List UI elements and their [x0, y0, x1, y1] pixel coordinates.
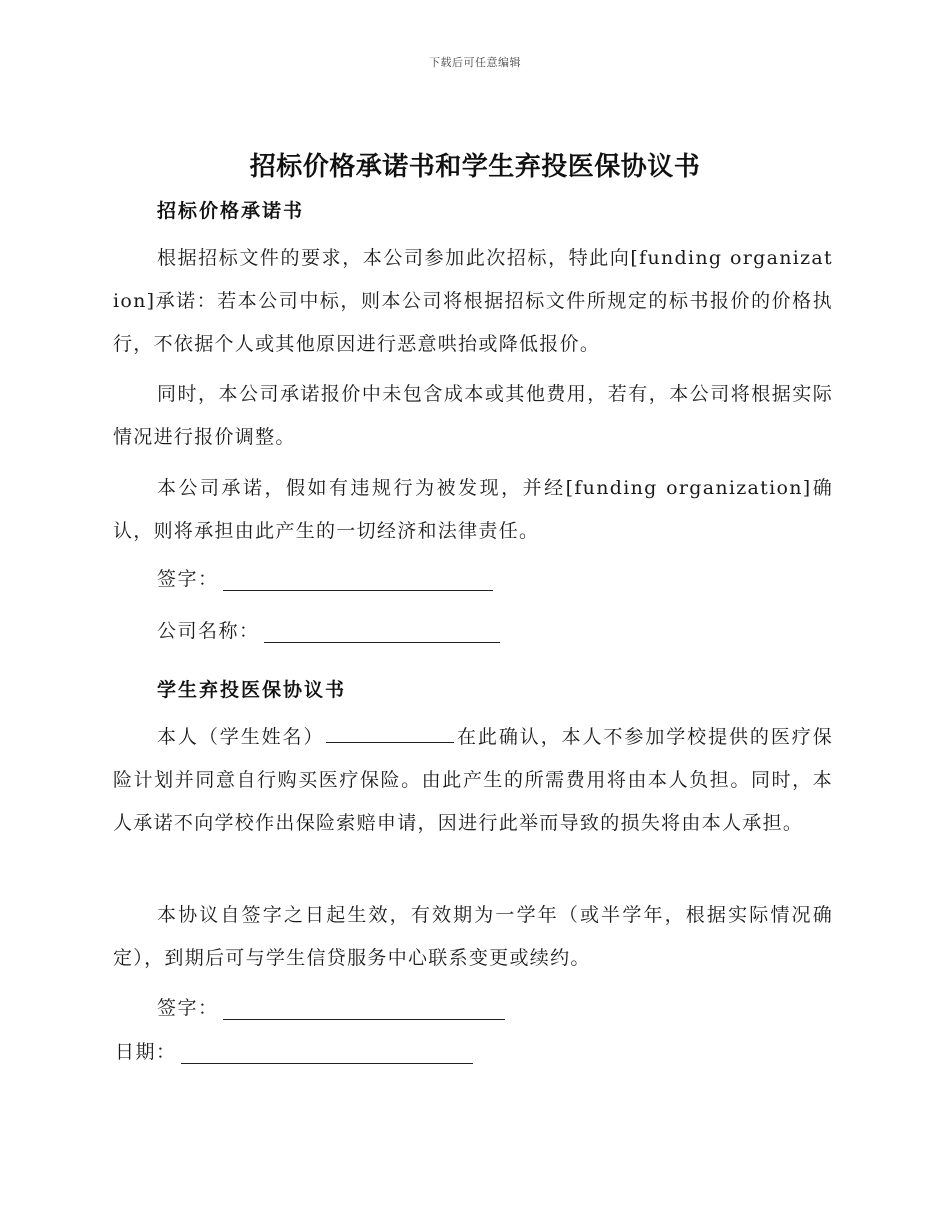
- signature-field[interactable]: [223, 999, 505, 1020]
- paragraph-liability: 本公司承诺，假如有违规行为被发现，并经[funding organization]确认，则将承担由此产生的一切经济和法律责任。: [113, 477, 833, 542]
- company-name-line: [157, 616, 500, 643]
- date-line: [115, 1037, 473, 1064]
- company-name-field[interactable]: [264, 622, 500, 643]
- paragraph-cost-adjustment: 同时，本公司承诺报价中未包含成本或其他费用，若有，本公司将根据实际情况进行报价调整。: [113, 383, 833, 448]
- paragraph-validity: 本协议自签字之日起生效，有效期为一学年（或半学年，根据实际情况确定），到期后可与学生信贷服务中心联系变更或续约。: [113, 904, 833, 969]
- signature-label: 签字：: [157, 568, 219, 590]
- waiver-text-after: 在此确认，本人不参加学校提供的医疗保险计划并同意自行购买医疗保险。由此产生的所需费用将由本人负担。同时，本人承诺不向学校作出保险索赔申请，因进行此举而导致的损失将由本人承担。: [113, 726, 833, 834]
- section-heading-insurance-waiver: 学生弃投医保协议书: [157, 679, 347, 701]
- paragraph-bid-commitment: 根据招标文件的要求，本公司参加此次招标，特此向[funding organization]承诺：若本公司中标，则本公司将根据招标文件所规定的标书报价的价格执行，不依据个人或其他原因进行恶意哄抬或降低报价。: [113, 247, 833, 355]
- signature-label: 签字：: [157, 997, 219, 1019]
- signature-line-waiver: [157, 993, 505, 1020]
- date-field[interactable]: [181, 1043, 473, 1064]
- signature-line-bid: [157, 564, 493, 591]
- page-header-note: 下载后可任意编辑: [429, 56, 521, 69]
- paragraph-insurance-waiver: [113, 716, 833, 845]
- date-label: 日期：: [115, 1041, 177, 1063]
- signature-field[interactable]: [223, 570, 493, 591]
- document-title: 招标价格承诺书和学生弃投医保协议书: [249, 152, 701, 182]
- section-heading-bid-price: 招标价格承诺书: [157, 200, 305, 222]
- waiver-text-before: 本人（学生姓名）: [157, 726, 325, 748]
- company-name-label: 公司名称：: [157, 620, 260, 642]
- student-name-field[interactable]: [326, 724, 454, 743]
